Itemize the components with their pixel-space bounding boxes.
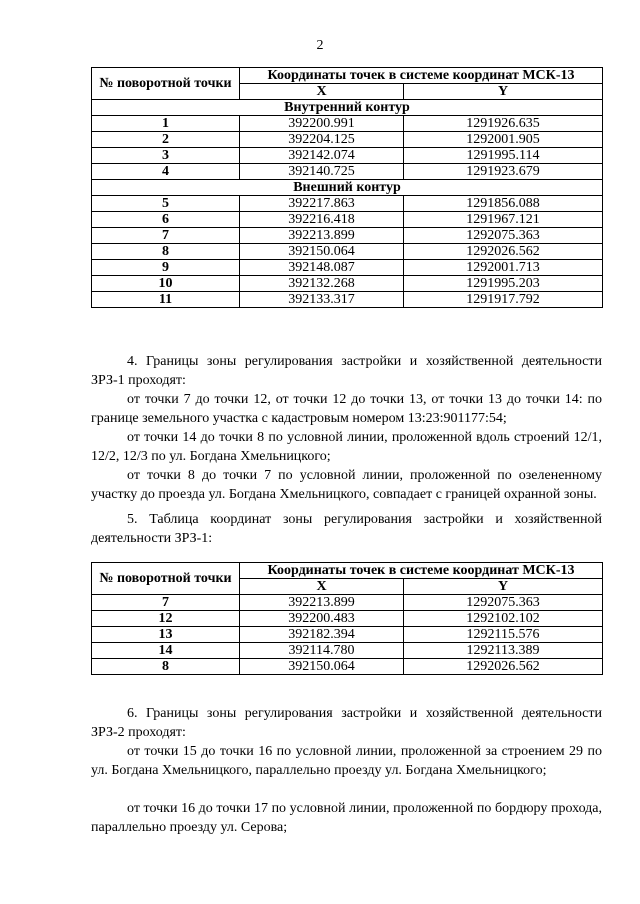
point-number: 6 [92,212,240,228]
coord-x: 392140.725 [240,164,404,180]
coord-y: 1292075.363 [404,595,603,611]
point-number: 1 [92,116,240,132]
table-row [92,228,603,244]
coord-y: 1292113.389 [404,643,603,659]
section-outer-contour: Внешний контур [92,180,603,196]
point-number: 9 [92,260,240,276]
coord-x: 392148.087 [240,260,404,276]
coord-x: 392150.064 [240,659,404,675]
coord-x: 392200.483 [240,611,404,627]
coord-y: 1291967.121 [404,212,603,228]
table-row [92,595,603,611]
paragraph-6-segment-16-17: от точки 16 до точки 17 по условной линии, проложенной по бордюру прохода, параллельно проезду ул. Серова; [91,801,602,835]
header-y: Y [404,84,603,100]
table-row [92,276,603,292]
point-number: 10 [92,276,240,292]
paragraph-4-segment-14-8: от точки 14 до точки 8 по условной линии, проложенной вдоль строений 12/1, 12/2, 12/3 по ул. Богдана Хмельницкого; [91,430,602,464]
coord-y: 1291923.679 [404,164,603,180]
paragraph-6-intro: 6. Границы зоны регулирования застройки и хозяйственной деятельности ЗРЗ-2 проходят: [91,706,602,740]
coord-x: 392204.125 [240,132,404,148]
paragraph-4-intro: 4. Границы зоны регулирования застройки и хозяйственной деятельности ЗРЗ-1 проходят: [91,354,602,388]
coord-x: 392142.074 [240,148,404,164]
point-number: 14 [92,643,240,659]
header-x: X [240,84,404,100]
coord-x: 392217.863 [240,196,404,212]
table-row [92,148,603,164]
table-row [92,196,603,212]
table-row [92,611,603,627]
coord-x: 392114.780 [240,643,404,659]
coord-y: 1291926.635 [404,116,603,132]
section-inner-contour: Внутренний контур [92,100,603,116]
table-row [92,116,603,132]
header-point-number: № поворотной точки [92,68,240,100]
page-number: 2 [316,38,324,53]
coord-x: 392216.418 [240,212,404,228]
point-number: 11 [92,292,240,308]
header-coordinates: Координаты точек в системе координат МСК-13 [240,563,603,579]
coord-x: 392213.899 [240,595,404,611]
point-number: 7 [92,595,240,611]
coord-y: 1291917.792 [404,292,603,308]
table-row [92,164,603,180]
point-number: 3 [92,148,240,164]
table-row [92,212,603,228]
coord-y: 1291856.088 [404,196,603,212]
paragraph-5-intro: 5. Таблица координат зоны регулирования застройки и хозяйственной деятельности ЗРЗ-1: [91,512,602,546]
coord-x: 392132.268 [240,276,404,292]
table-row [92,643,603,659]
point-number: 8 [92,659,240,675]
coord-y: 1292115.576 [404,627,603,643]
coord-x: 392200.991 [240,116,404,132]
header-x: X [240,579,404,595]
point-number: 4 [92,164,240,180]
coord-y: 1292075.363 [404,228,603,244]
header-y: Y [404,579,603,595]
paragraph-6-segment-15-16: от точки 15 до точки 16 по условной линии, проложенной за строением 29 по ул. Богдана Хмельницкого, параллельно проезду ул. Богдана Хмельницкого; [91,744,602,778]
coord-y: 1292026.562 [404,244,603,260]
point-number: 5 [92,196,240,212]
point-number: 2 [92,132,240,148]
point-number: 8 [92,244,240,260]
coord-x: 392150.064 [240,244,404,260]
header-coordinates: Координаты точек в системе координат МСК-13 [240,68,603,84]
table-row [92,627,603,643]
coord-y: 1292026.562 [404,659,603,675]
coord-y: 1292001.713 [404,260,603,276]
coord-x: 392182.394 [240,627,404,643]
coord-x: 392213.899 [240,228,404,244]
coordinates-table-contours [91,67,603,308]
paragraph-4-segment-7-14: от точки 7 до точки 12, от точки 12 до точки 13, от точки 13 до точки 14: по границе земельного участка с кадастровым номером 13:23:901177:54; [91,392,602,426]
point-number: 7 [92,228,240,244]
coord-y: 1291995.114 [404,148,603,164]
table-row [92,292,603,308]
coord-y: 1292001.905 [404,132,603,148]
coord-y: 1291995.203 [404,276,603,292]
table-row [92,659,603,675]
paragraph-4-segment-8-7: от точки 8 до точки 7 по условной линии, проложенной по озелененному участку до проезда ул. Богдана Хмельницкого, совпадает с границей охранной зоны. [91,468,602,502]
table-row [92,132,603,148]
coordinates-table-zrz1 [91,562,603,675]
coord-y: 1292102.102 [404,611,603,627]
point-number: 13 [92,627,240,643]
table-row [92,244,603,260]
point-number: 12 [92,611,240,627]
header-point-number: № поворотной точки [92,563,240,595]
table-row [92,260,603,276]
coord-x: 392133.317 [240,292,404,308]
